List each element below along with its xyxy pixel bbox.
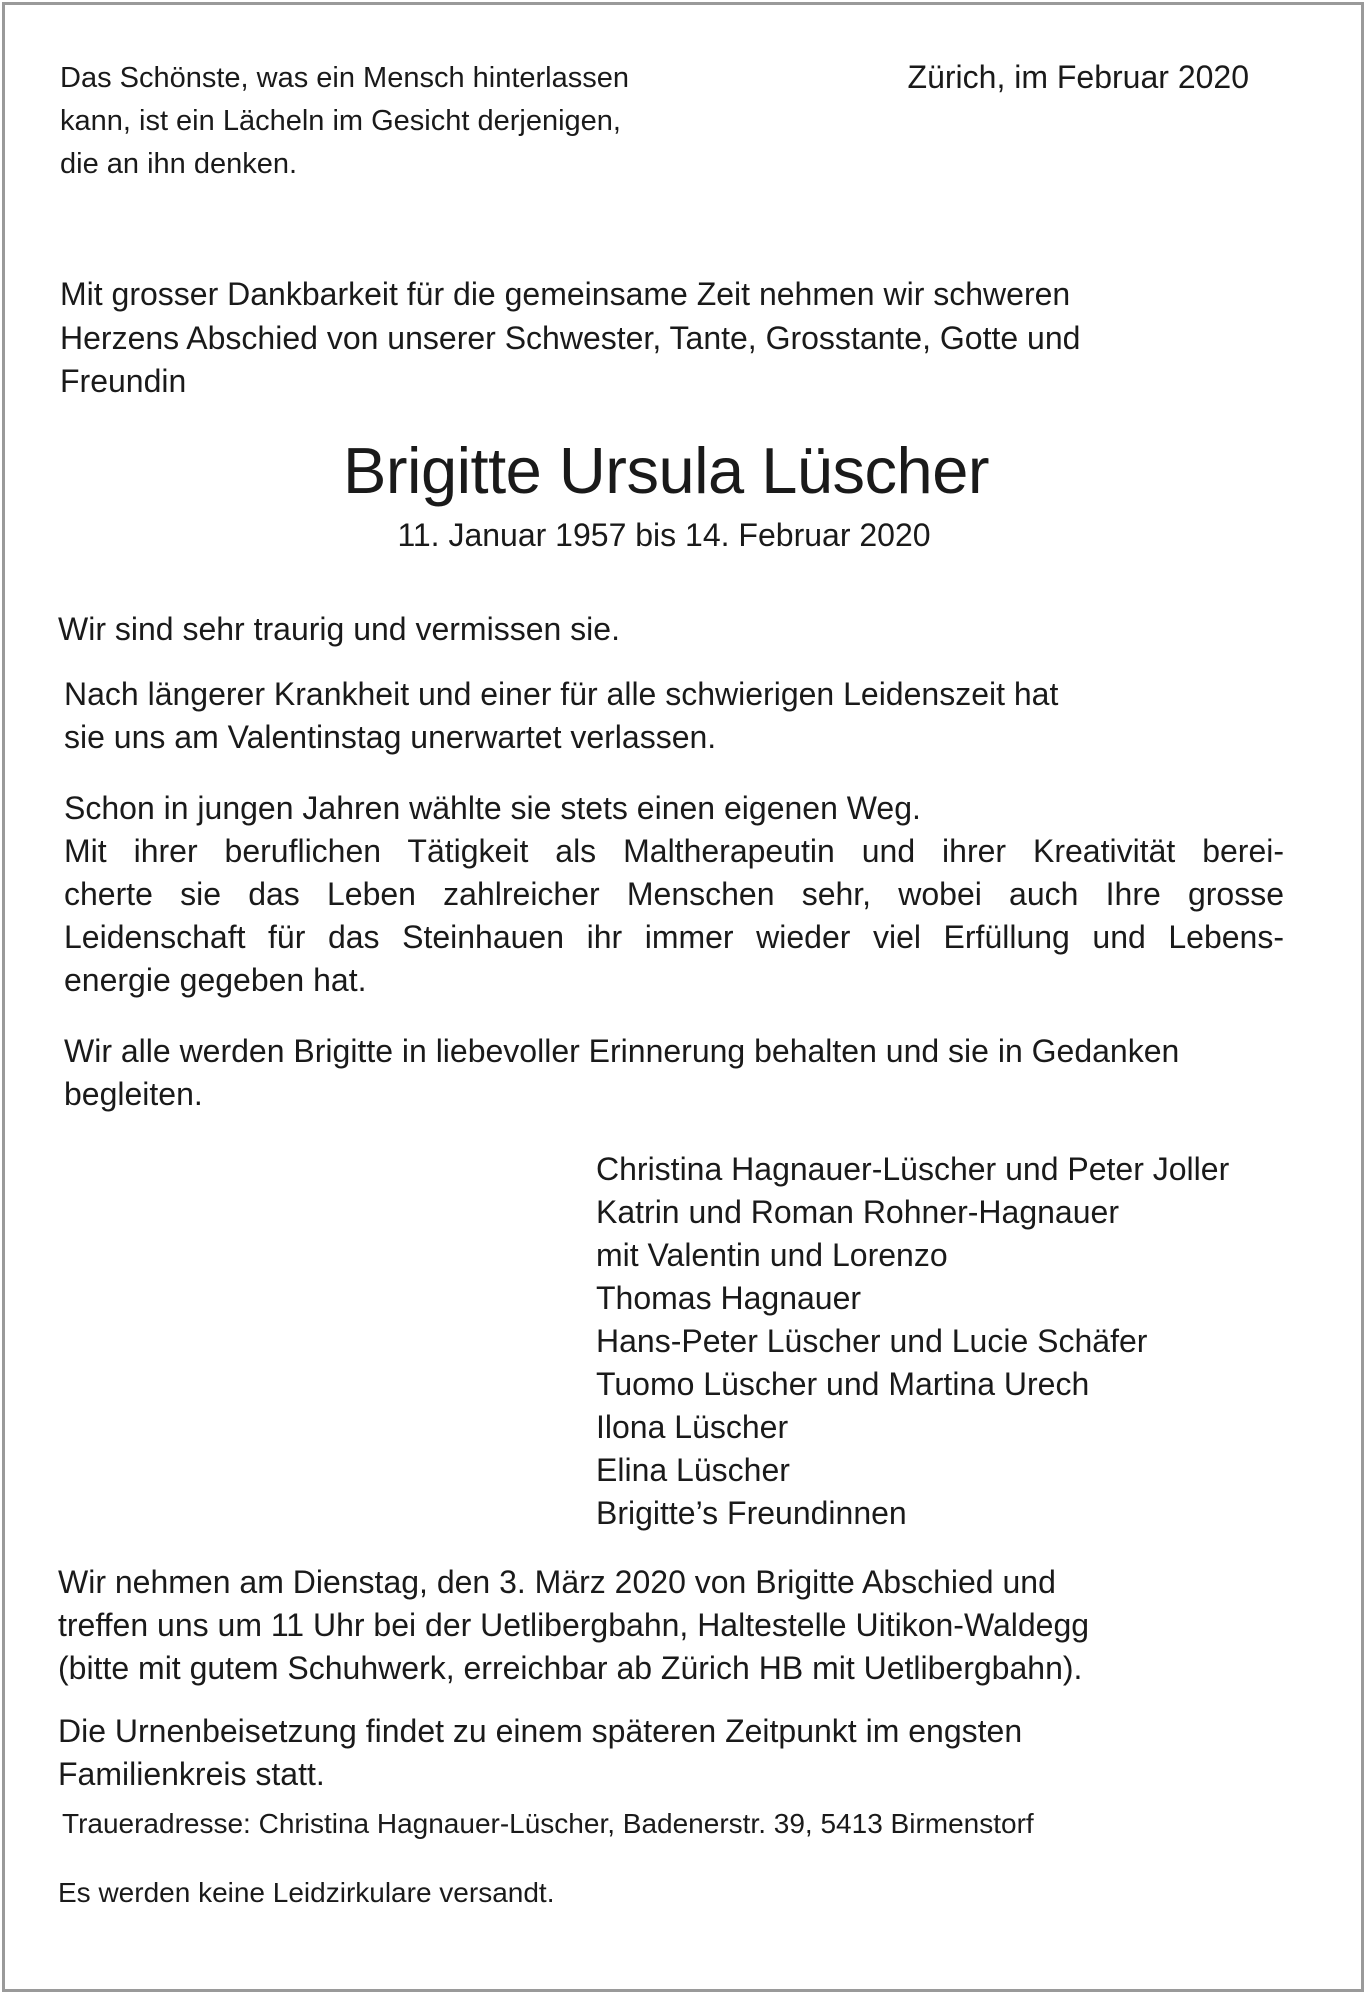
place-date: Zürich, im Februar 2020 <box>907 59 1249 95</box>
signer: Tuomo Lüscher und Martina Urech <box>596 1366 1090 1402</box>
farewell-line: (bitte mit gutem Schuhwerk, erreichbar ab Zürich HB mit Uetlibergbahn). <box>58 1650 1083 1686</box>
farewell-paragraph <box>58 1561 1089 1690</box>
signer: Katrin und Roman Rohner-Hagnauer <box>596 1194 1119 1230</box>
motto-line: kann, ist ein Lächeln im Gesicht derjenigen, <box>60 105 621 137</box>
urn-line: Die Urnenbeisetzung findet zu einem späteren Zeitpunkt im engsten <box>58 1713 1023 1749</box>
life-line: Schon in jungen Jahren wählte sie stets einen eigenen Weg. <box>64 790 921 826</box>
life-line: energie gegeben hat. <box>64 962 367 998</box>
deceased-name: Brigitte Ursula Lüscher <box>343 434 989 507</box>
illness-line: sie uns am Valentinstag unerwartet verlassen. <box>64 719 717 755</box>
signer: mit Valentin und Lorenzo <box>596 1237 948 1273</box>
motto-quote <box>60 57 629 186</box>
sad-line: Wir sind sehr traurig und vermissen sie. <box>58 611 620 647</box>
motto-line: die an ihn denken. <box>60 148 298 180</box>
memory-paragraph <box>64 1030 1179 1116</box>
life-line: Mit ihrer beruflichen Tätigkeit als Maltherapeutin und ihrer Kreativität berei- <box>64 833 1284 869</box>
urn-paragraph <box>58 1710 1022 1796</box>
illness-line: Nach längerer Krankheit und einer für alle schwierigen Leidenszeit hat <box>64 676 1059 712</box>
intro-line: Mit grosser Dankbarkeit für die gemeinsame Zeit nehmen wir schweren <box>60 276 1071 312</box>
life-dates: 11. Januar 1957 bis 14. Februar 2020 <box>397 517 931 553</box>
life-line: cherte sie das Leben zahlreicher Menschen sehr, wobei auch Ihre grosse <box>64 876 1284 912</box>
signer: Ilona Lüscher <box>596 1409 789 1445</box>
farewell-line: Wir nehmen am Dienstag, den 3. März 2020 von Brigitte Abschied und <box>58 1564 1056 1600</box>
intro-line: Freundin <box>60 363 187 399</box>
memory-line: Wir alle werden Brigitte in liebevoller Erinnerung behalten und sie in Gedanken <box>64 1033 1180 1069</box>
no-circulars-note: Es werden keine Leidzirkulare versandt. <box>58 1877 555 1908</box>
memory-line: begleiten. <box>64 1076 203 1112</box>
farewell-line: treffen uns um 11 Uhr bei der Uetlibergbahn, Haltestelle Uitikon-Waldegg <box>58 1607 1090 1643</box>
signer: Thomas Hagnauer <box>596 1280 862 1316</box>
signer: Brigitte’s Freundinnen <box>596 1495 907 1531</box>
intro-paragraph <box>60 273 1080 404</box>
mourning-address: Traueradresse: Christina Hagnauer-Lüscher, Badenerstr. 39, 5413 Birmenstorf <box>62 1808 1034 1839</box>
signer: Elina Lüscher <box>596 1452 790 1488</box>
signers-list <box>596 1148 1229 1535</box>
illness-paragraph <box>64 673 1058 759</box>
life-paragraph <box>64 787 1284 1002</box>
signer: Hans-Peter Lüscher und Lucie Schäfer <box>596 1323 1148 1359</box>
signer: Christina Hagnauer-Lüscher und Peter Joller <box>596 1151 1230 1187</box>
life-line: Leidenschaft für das Steinhauen ihr immer wieder viel Erfüllung und Lebens- <box>64 919 1284 955</box>
urn-line: Familienkreis statt. <box>58 1756 325 1792</box>
motto-line: Das Schönste, was ein Mensch hinterlassen <box>60 62 630 94</box>
intro-line: Herzens Abschied von unserer Schwester, Tante, Grosstante, Gotte und <box>60 319 1081 356</box>
